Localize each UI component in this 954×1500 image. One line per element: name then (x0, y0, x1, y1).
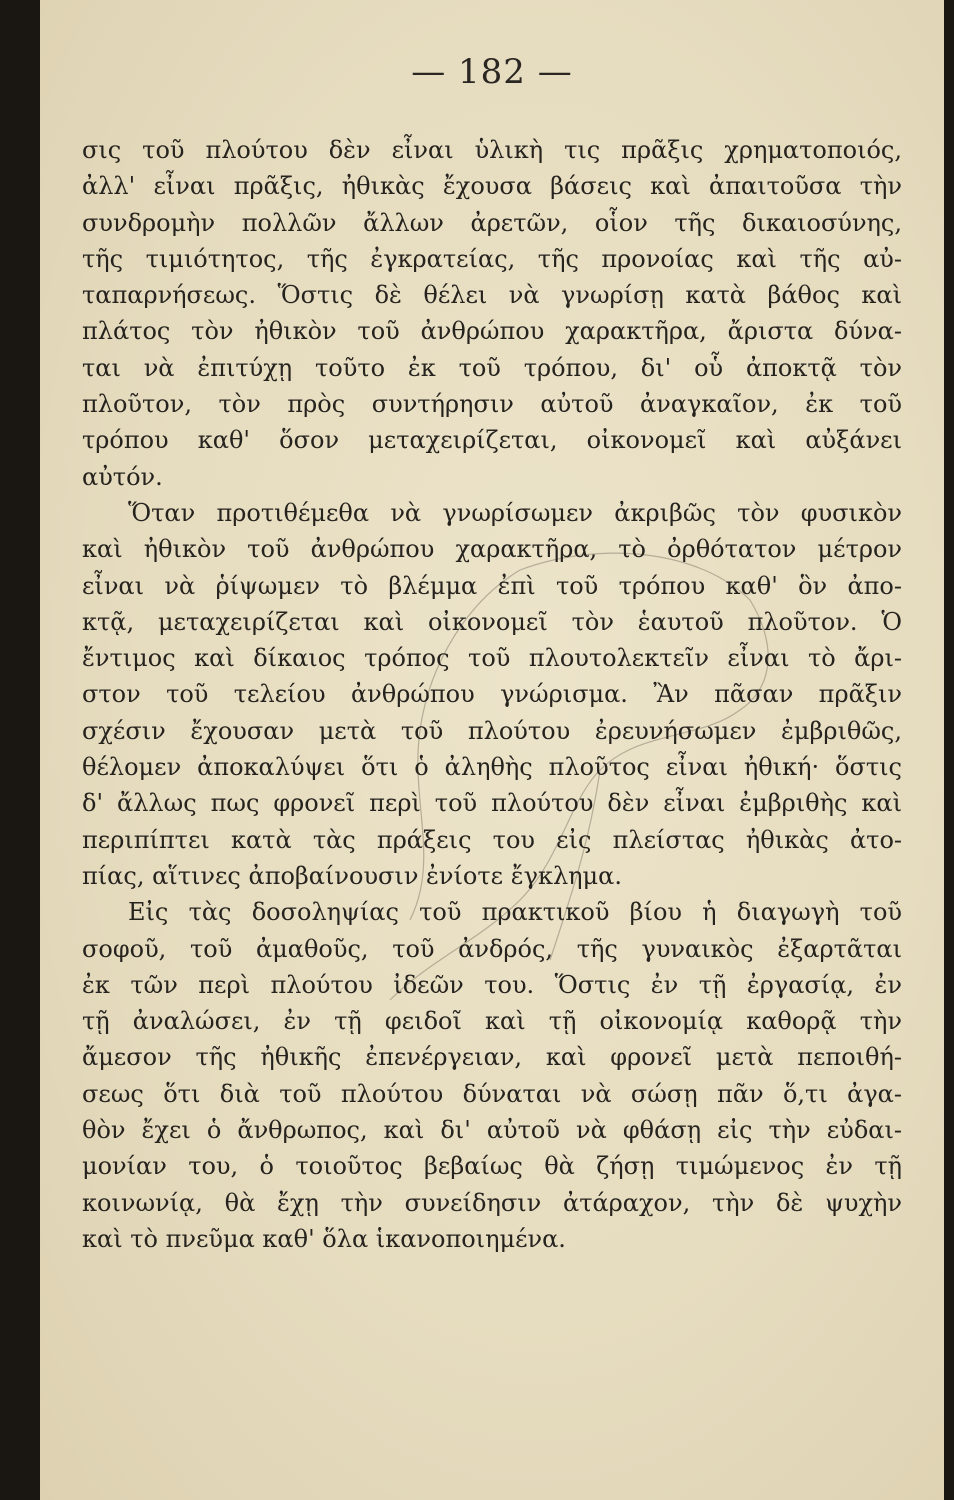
text-line: σχέσιν ἔχουσαν μετὰ τοῦ πλούτου ἐρευνήσωμεν ἐμβριθῶς, (82, 716, 902, 745)
text-line: δ' ἄλλως πως φρονεῖ περὶ τοῦ πλούτου δὲν εἶναι ἐμβριθὴς καὶ (82, 789, 902, 818)
text-line: σεως ὅτι διὰ τοῦ πλούτου δύναται νὰ σώσῃ πᾶν ὅ,τι ἀγα- (82, 1079, 902, 1108)
text-line: καὶ ἠθικὸν τοῦ ἀνθρώπου χαρακτῆρα, τὸ ὀρθότατον μέτρον (82, 535, 902, 564)
text-line: Εἰς τὰς δοσοληψίας τοῦ πρακτικοῦ βίου ἡ διαγωγὴ τοῦ (128, 898, 902, 927)
text-line: ἄμεσον τῆς ἠθικῆς ἐπενέργειαν, καὶ φρονεῖ μετὰ πεποιθή- (82, 1043, 902, 1072)
text-line: τρόπου καθ' ὅσον μεταχειρίζεται, οἰκονομεῖ καὶ αὐξάνει (82, 426, 902, 455)
text-line: πλοῦτον, τὸν πρὸς συντήρησιν αὐτοῦ ἀναγκαῖον, ἐκ τοῦ (82, 390, 902, 419)
text-line: πλάτος τὸν ἠθικὸν τοῦ ἀνθρώπου χαρακτῆρα, ἄριστα δύνα- (82, 317, 902, 346)
text-line: συνδρομὴν πολλῶν ἄλλων ἀρετῶν, οἷον τῆς δικαιοσύνης, (82, 208, 902, 237)
text-line: αὐτόν. (82, 462, 163, 491)
text-line: στον τοῦ τελείου ἀνθρώπου γνώρισμα. Ἂν πᾶσαν πρᾶξιν (82, 680, 902, 709)
text-line: ταπαρνήσεως. Ὅστις δὲ θέλει νὰ γνωρίσῃ κατὰ βάθος καὶ (82, 281, 902, 310)
text-line: καὶ τὸ πνεῦμα καθ' ὅλα ἱκανοποιημένα. (82, 1224, 566, 1253)
text-line: ἐκ τῶν περὶ πλούτου ἰδεῶν του. Ὅστις ἐν τῇ ἐργασίᾳ, ἐν (82, 970, 902, 999)
text-line: τῇ ἀναλώσει, ἐν τῇ φειδοῖ καὶ τῇ οἰκονομίᾳ καθορᾷ τὴν (82, 1007, 902, 1036)
text-line: μονίαν του, ὁ τοιοῦτος βεβαίως θὰ ζήσῃ τιμώμενος ἐν τῇ (82, 1152, 902, 1181)
page-number: — 182 — (411, 52, 573, 92)
text-line: κτᾷ, μεταχειρίζεται καὶ οἰκονομεῖ τὸν ἑαυτοῦ πλοῦτον. Ὁ (82, 607, 902, 636)
text-line: σοφοῦ, τοῦ ἀμαθοῦς, τοῦ ἀνδρός, τῆς γυναικὸς ἐξαρτᾶται (82, 934, 902, 963)
text-line: θὸν ἔχει ὁ ἄνθρωπος, καὶ δι' αὐτοῦ νὰ φθάσῃ εἰς τὴν εὐδαι- (82, 1116, 902, 1145)
text-line: εἶναι νὰ ῥίψωμεν τὸ βλέμμα ἐπὶ τοῦ τρόπου καθ' ὃν ἀπο- (82, 571, 902, 600)
text-line: σις τοῦ πλούτου δὲν εἶναι ὑλικὴ τις πρᾶξις χρηματοποιός, (82, 136, 902, 164)
text-line: ται νὰ ἐπιτύχῃ τοῦτο ἐκ τοῦ τρόπου, δι' οὗ ἀποκτᾷ τὸν (82, 353, 902, 382)
text-line: ἀλλ' εἶναι πρᾶξις, ἠθικὰς ἔχουσα βάσεις καὶ ἀπαιτοῦσα τὴν (82, 172, 902, 201)
text-line: τῆς τιμιότητος, τῆς ἐγκρατείας, τῆς προνοίας καὶ τῆς αὐ- (82, 244, 902, 273)
text-line: πίας, αἵτινες ἀποβαίνουσιν ἐνίοτε ἔγκλημα. (82, 861, 622, 890)
text-line: κοινωνίᾳ, θὰ ἔχῃ τὴν συνείδησιν ἀτάραχον, τὴν δὲ ψυχὴν (82, 1188, 902, 1217)
text-line: ἔντιμος καὶ δίκαιος τρόπος τοῦ πλουτολεκτεῖν εἶναι τὸ ἄρι- (82, 644, 902, 673)
book-page (40, 0, 944, 1500)
text-line: περιπίπτει κατὰ τὰς πράξεις του εἰς πλείστας ἠθικὰς ἀτο- (82, 825, 902, 854)
text-line: θέλομεν ἀποκαλύψει ὅτι ὁ ἀληθὴς πλοῦτος εἶναι ἠθική· ὅστις (82, 753, 902, 782)
body-text (82, 132, 902, 1257)
text-line: Ὅταν προτιθέμεθα νὰ γνωρίσωμεν ἀκριβῶς τὸν φυσικὸν (128, 498, 902, 527)
